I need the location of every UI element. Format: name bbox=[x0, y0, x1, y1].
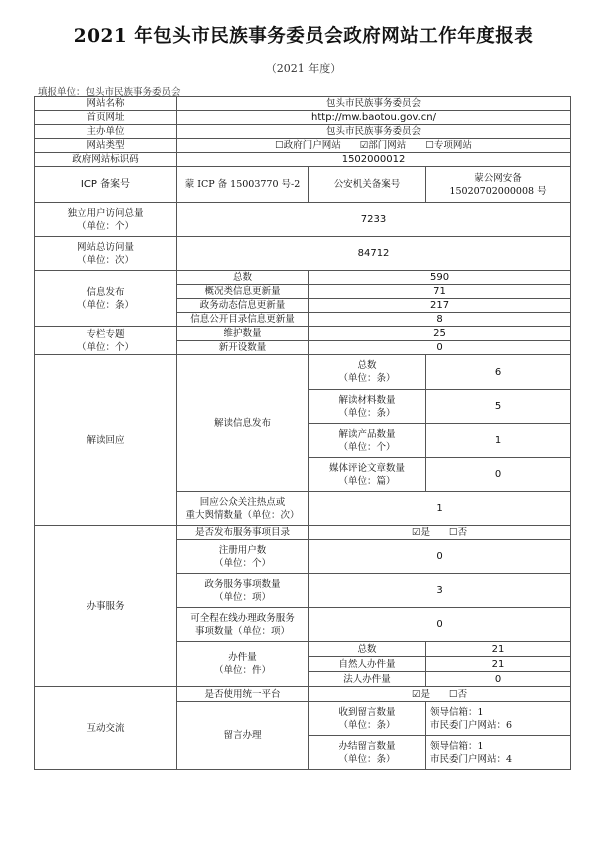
option-yes: ☑是 bbox=[411, 527, 430, 538]
row-site-name bbox=[35, 97, 571, 111]
row-total-visits bbox=[35, 237, 571, 271]
option-no: ☐否 bbox=[449, 688, 468, 700]
row-info-total bbox=[35, 271, 571, 285]
label: 新开设数量 bbox=[177, 341, 309, 355]
report-subtitle: （2021 年度） bbox=[265, 62, 342, 75]
label: 是否使用统一平台 bbox=[177, 687, 309, 702]
label: 解读材料数量 （单位：条） bbox=[309, 390, 426, 424]
value: 包头市民族事务委员会 bbox=[177, 125, 571, 139]
row-sponsor bbox=[35, 125, 571, 139]
label: 总数 bbox=[309, 642, 426, 657]
value: 0 bbox=[426, 672, 571, 687]
value: 71 bbox=[309, 285, 571, 299]
checkbox-checked-icon: ☑ bbox=[411, 688, 421, 700]
value: 1502000012 bbox=[177, 153, 571, 167]
checkbox-checked-icon: ☑ bbox=[359, 140, 369, 151]
label: 网站总访问量 （单位：次） bbox=[35, 237, 177, 271]
label: ICP 备案号 bbox=[35, 167, 177, 203]
label: 留言办理 bbox=[177, 702, 309, 770]
row-icp bbox=[35, 167, 571, 203]
value: 84712 bbox=[177, 237, 571, 271]
label: 总数 bbox=[177, 271, 309, 285]
label: 媒体评论文章数量 （单位：篇） bbox=[309, 458, 426, 492]
checkbox-icon: ☐ bbox=[449, 527, 458, 538]
value: 21 bbox=[426, 642, 571, 657]
label: 是否发布服务事项目录 bbox=[177, 526, 309, 540]
option-special: ☐专项网站 bbox=[425, 140, 472, 151]
row-site-id bbox=[35, 153, 571, 167]
value: 1 bbox=[309, 492, 571, 526]
label: 政务服务事项数量 （单位：项） bbox=[177, 574, 309, 608]
label: 维护数量 bbox=[177, 327, 309, 341]
value: 7233 bbox=[177, 203, 571, 237]
label: 独立用户访问总量 （单位：个） bbox=[35, 203, 177, 237]
value: 0 bbox=[426, 458, 571, 492]
value: 8 bbox=[309, 313, 571, 327]
label: 注册用户数 （单位：个） bbox=[177, 540, 309, 574]
value: 领导信箱：1 市民委门户网站：6 bbox=[426, 702, 571, 736]
label: 法人办件量 bbox=[309, 672, 426, 687]
value: 25 bbox=[309, 327, 571, 341]
label: 政府网站标识码 bbox=[35, 153, 177, 167]
label: 解读产品数量 （单位：个） bbox=[309, 424, 426, 458]
checkbox-icon: ☐ bbox=[425, 140, 434, 151]
report-title: 2021 年包头市民族事务委员会政府网站工作年度报表 bbox=[73, 26, 534, 47]
row-interpret-total bbox=[35, 355, 571, 390]
checkbox-icon: ☐ bbox=[449, 688, 458, 700]
label: 自然人办件量 bbox=[309, 657, 426, 672]
label: 首页网址 bbox=[35, 111, 177, 125]
row-column-maintained bbox=[35, 327, 571, 341]
interact-platform-options bbox=[309, 687, 571, 702]
section-label-interact: 互动交流 bbox=[35, 687, 177, 770]
icp-value: 蒙 ICP 备 15003770 号-2 bbox=[177, 167, 309, 203]
police-label: 公安机关备案号 bbox=[309, 167, 426, 203]
value: 217 bbox=[309, 299, 571, 313]
section-label-service: 办事服务 bbox=[35, 526, 177, 687]
value: 0 bbox=[309, 341, 571, 355]
section-label-interpret: 解读回应 bbox=[35, 355, 177, 526]
option-yes: ☑是 bbox=[411, 688, 430, 700]
label: 主办单位 bbox=[35, 125, 177, 139]
label: 总数 （单位：条） bbox=[309, 355, 426, 390]
interpret-sub-label: 解读信息发布 bbox=[177, 355, 309, 492]
value: 包头市民族事务委员会 bbox=[177, 97, 571, 111]
value: 3 bbox=[309, 574, 571, 608]
service-catalog-options bbox=[309, 526, 571, 540]
row-interact-platform bbox=[35, 687, 571, 702]
label: 可全程在线办理政务服务 事项数量（单位：项） bbox=[177, 608, 309, 642]
row-service-catalog bbox=[35, 526, 571, 540]
value: 6 bbox=[426, 355, 571, 390]
value: 领导信箱：1 市民委门户网站：4 bbox=[426, 736, 571, 770]
label: 概况类信息更新量 bbox=[177, 285, 309, 299]
homepage-url: http://mw.baotou.gov.cn/ bbox=[177, 111, 571, 125]
option-portal: ☐政府门户网站 bbox=[275, 140, 341, 151]
label: 办结留言数量 （单位：条） bbox=[309, 736, 426, 770]
label: 收到留言数量 （单位：条） bbox=[309, 702, 426, 736]
value: 1 bbox=[426, 424, 571, 458]
label: 信息公开目录信息更新量 bbox=[177, 313, 309, 327]
section-label-column: 专栏专题 （单位：个） bbox=[35, 327, 177, 355]
police-value: 蒙公网安备 15020702000008 号 bbox=[426, 167, 571, 203]
option-department: ☑部门网站 bbox=[359, 140, 407, 151]
label: 网站名称 bbox=[35, 97, 177, 111]
value: 5 bbox=[426, 390, 571, 424]
checkbox-checked-icon: ☑ bbox=[411, 527, 421, 538]
row-site-type bbox=[35, 139, 571, 153]
value: 21 bbox=[426, 657, 571, 672]
label: 网站类型 bbox=[35, 139, 177, 153]
row-homepage bbox=[35, 111, 571, 125]
value: 590 bbox=[309, 271, 571, 285]
report-table bbox=[34, 96, 571, 770]
row-unique-visitors bbox=[35, 203, 571, 237]
site-type-options bbox=[177, 139, 571, 153]
checkbox-icon: ☐ bbox=[275, 140, 284, 151]
section-label-info: 信息发布 （单位：条） bbox=[35, 271, 177, 327]
option-no: ☐否 bbox=[449, 527, 468, 538]
value: 0 bbox=[309, 540, 571, 574]
filler-unit: 填报单位：包头市民族事务委员会 bbox=[38, 87, 181, 98]
value: 0 bbox=[309, 608, 571, 642]
label: 回应公众关注热点或 重大舆情数量（单位：次） bbox=[177, 492, 309, 526]
label: 办件量 （单位：件） bbox=[177, 642, 309, 687]
label: 政务动态信息更新量 bbox=[177, 299, 309, 313]
